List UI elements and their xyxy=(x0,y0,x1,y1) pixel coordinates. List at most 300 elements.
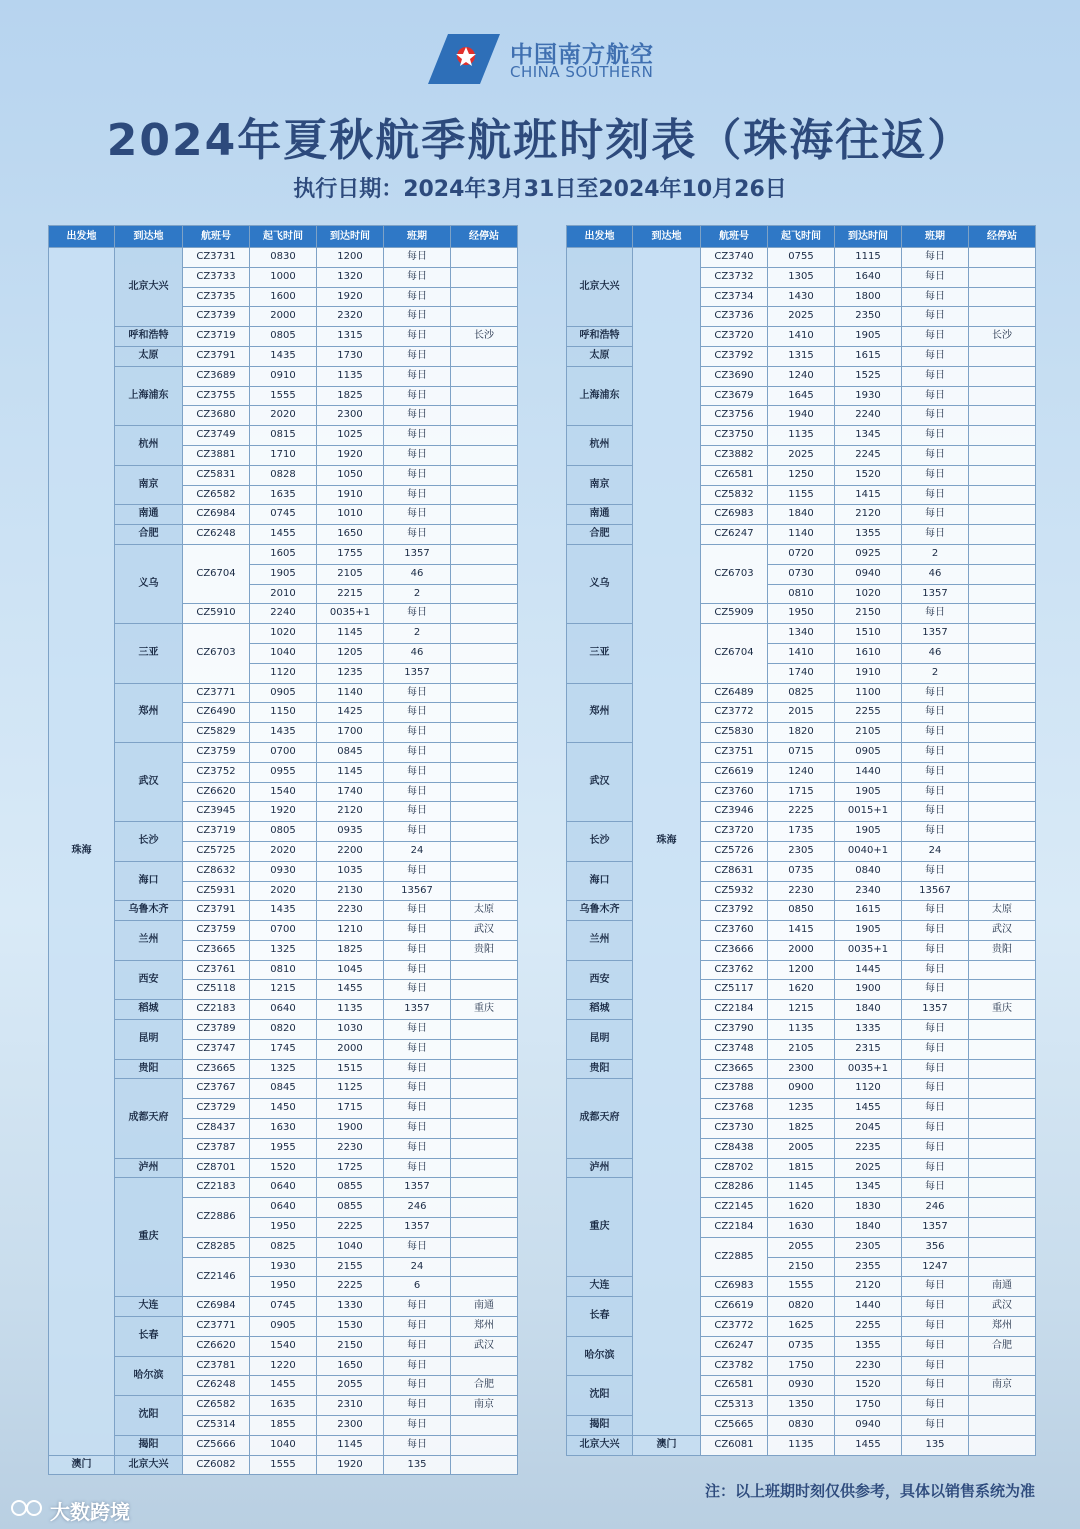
arrival-time-cell: 1530 xyxy=(317,1317,384,1337)
flight-number-cell: CZ6247 xyxy=(701,1336,768,1356)
stopover-cell xyxy=(451,723,518,743)
departure-time-cell: 1735 xyxy=(768,822,835,842)
stopover-cell: 重庆 xyxy=(451,1000,518,1020)
stopover-cell xyxy=(969,1257,1036,1277)
destination-cell: 重庆 xyxy=(115,1178,183,1297)
schedule-days-cell: 每日 xyxy=(384,1396,451,1416)
table-row xyxy=(49,1000,518,1020)
destination-cell: 揭阳 xyxy=(115,1435,183,1455)
departure-time-cell: 1955 xyxy=(250,1138,317,1158)
schedule-days-cell: 每日 xyxy=(384,1119,451,1139)
schedule-days-cell: 每日 xyxy=(384,1435,451,1455)
arrival-time-cell: 1910 xyxy=(317,485,384,505)
schedule-days-cell: 每日 xyxy=(902,1396,969,1416)
stopover-cell xyxy=(451,465,518,485)
schedule-days-cell: 每日 xyxy=(384,1099,451,1119)
flight-number-cell: CZ3782 xyxy=(701,1356,768,1376)
departure-time-cell: 1305 xyxy=(768,267,835,287)
departure-time-cell: 1120 xyxy=(250,663,317,683)
arrival-time-cell: 1035 xyxy=(317,861,384,881)
departure-time-cell: 1455 xyxy=(250,1376,317,1396)
flight-number-cell: CZ8437 xyxy=(183,1119,250,1139)
schedule-days-cell: 每日 xyxy=(384,861,451,881)
schedule-days-cell: 每日 xyxy=(902,921,969,941)
arrival-time-cell: 2320 xyxy=(317,307,384,327)
flight-number-cell: CZ5829 xyxy=(183,723,250,743)
arrival-time-cell: 1455 xyxy=(317,980,384,1000)
stopover-cell: 重庆 xyxy=(969,1000,1036,1020)
departure-time-cell: 1620 xyxy=(768,980,835,1000)
stopover-cell xyxy=(451,544,518,564)
arrival-time-cell: 1615 xyxy=(835,901,902,921)
schedule-days-cell: 每日 xyxy=(902,485,969,505)
origin-cell: 长春 xyxy=(567,1297,633,1337)
origin-cell: 重庆 xyxy=(567,1178,633,1277)
schedule-days-cell: 每日 xyxy=(902,406,969,426)
flight-number-cell: CZ3882 xyxy=(701,445,768,465)
departure-time-cell: 1520 xyxy=(250,1158,317,1178)
stopover-cell xyxy=(969,525,1036,545)
schedule-days-cell: 每日 xyxy=(384,267,451,287)
table-row xyxy=(49,822,518,842)
flight-number-cell: CZ3761 xyxy=(183,960,250,980)
flight-number-cell: CZ6619 xyxy=(701,1297,768,1317)
departure-time-cell: 1135 xyxy=(768,1020,835,1040)
destination-cell: 北京大兴 xyxy=(115,1455,183,1475)
stopover-cell: 合肥 xyxy=(451,1376,518,1396)
flight-number-cell: CZ8285 xyxy=(183,1237,250,1257)
arrival-time-cell: 0035+1 xyxy=(317,604,384,624)
departure-time-cell: 0730 xyxy=(768,564,835,584)
departure-time-cell: 1435 xyxy=(250,723,317,743)
arrival-time-cell: 1905 xyxy=(835,782,902,802)
stopover-cell xyxy=(451,1257,518,1277)
departure-time-cell: 0930 xyxy=(768,1376,835,1396)
watermark: 大数跨境 xyxy=(50,1500,130,1524)
arrival-time-cell: 0905 xyxy=(835,742,902,762)
stopover-cell: 武汉 xyxy=(969,1297,1036,1317)
stopover-cell xyxy=(451,1158,518,1178)
departure-time-cell: 0900 xyxy=(768,1079,835,1099)
flight-number-cell: CZ6582 xyxy=(183,485,250,505)
arrival-time-cell: 1235 xyxy=(317,663,384,683)
destination-cell: 兰州 xyxy=(115,921,183,961)
schedule-days-cell: 每日 xyxy=(902,1277,969,1297)
departure-time-cell: 1410 xyxy=(768,643,835,663)
stopover-cell xyxy=(451,267,518,287)
schedule-days-cell: 每日 xyxy=(902,960,969,980)
departure-time-cell: 1240 xyxy=(768,366,835,386)
flight-number-cell: CZ8632 xyxy=(183,861,250,881)
stopover-cell xyxy=(451,1020,518,1040)
stopover-cell: 南京 xyxy=(969,1376,1036,1396)
flight-number-cell: CZ6704 xyxy=(183,544,250,603)
stopover-cell xyxy=(451,643,518,663)
flight-number-cell: CZ6983 xyxy=(701,1277,768,1297)
table-row xyxy=(49,960,518,980)
schedule-days-cell: 每日 xyxy=(384,703,451,723)
stopover-cell: 太原 xyxy=(969,901,1036,921)
arrival-time-cell: 2245 xyxy=(835,445,902,465)
origin-cell: 珠海 xyxy=(49,248,115,1456)
destination-cell: 长春 xyxy=(115,1317,183,1357)
destination-cell: 合肥 xyxy=(115,525,183,545)
stopover-cell: 长沙 xyxy=(451,327,518,347)
departure-time-cell: 1635 xyxy=(250,1396,317,1416)
departure-time-cell: 1150 xyxy=(250,703,317,723)
flight-number-cell: CZ6704 xyxy=(701,624,768,683)
arrival-time-cell: 2350 xyxy=(835,307,902,327)
flight-number-cell: CZ8438 xyxy=(701,1138,768,1158)
destination-cell: 成都天府 xyxy=(115,1079,183,1158)
schedule-days-cell: 每日 xyxy=(902,287,969,307)
stopover-cell xyxy=(969,248,1036,268)
destination-cell: 稻城 xyxy=(115,1000,183,1020)
stopover-cell xyxy=(969,1416,1036,1436)
departure-time-cell: 1020 xyxy=(250,624,317,644)
arrival-time-cell: 1830 xyxy=(835,1198,902,1218)
kapok-tail-icon xyxy=(428,34,500,84)
schedule-days-cell: 每日 xyxy=(902,1178,969,1198)
arrival-time-cell: 2215 xyxy=(317,584,384,604)
schedule-days-cell: 46 xyxy=(384,643,451,663)
arrival-time-cell: 1050 xyxy=(317,465,384,485)
departure-time-cell: 2015 xyxy=(768,703,835,723)
arrival-time-cell: 1115 xyxy=(835,248,902,268)
stopover-cell xyxy=(451,881,518,901)
flight-number-cell: CZ6081 xyxy=(701,1435,768,1455)
arrival-time-cell: 2230 xyxy=(835,1356,902,1376)
flight-number-cell: CZ2183 xyxy=(183,1000,250,1020)
stopover-cell xyxy=(451,525,518,545)
departure-time-cell: 0640 xyxy=(250,1198,317,1218)
origin-cell: 义乌 xyxy=(567,544,633,623)
stopover-cell: 贵阳 xyxy=(969,940,1036,960)
schedule-days-cell: 每日 xyxy=(384,327,451,347)
departure-time-cell: 0640 xyxy=(250,1000,317,1020)
destination-cell: 南京 xyxy=(115,465,183,505)
origin-cell: 西安 xyxy=(567,960,633,1000)
flight-number-cell: CZ5909 xyxy=(701,604,768,624)
arrival-time-cell: 2150 xyxy=(835,604,902,624)
arrival-time-cell: 0935 xyxy=(317,822,384,842)
stopover-cell xyxy=(969,346,1036,366)
flight-number-cell: CZ3719 xyxy=(183,822,250,842)
origin-cell: 北京大兴 xyxy=(567,1435,633,1455)
flight-number-cell: CZ6703 xyxy=(183,624,250,683)
flight-number-cell: CZ5117 xyxy=(701,980,768,1000)
destination-cell: 沈阳 xyxy=(115,1396,183,1436)
schedule-days-cell: 每日 xyxy=(902,1099,969,1119)
schedule-days-cell: 每日 xyxy=(902,861,969,881)
departure-time-cell: 0820 xyxy=(250,1020,317,1040)
schedule-days-cell: 每日 xyxy=(902,248,969,268)
flight-number-cell: CZ3762 xyxy=(701,960,768,980)
stopover-cell xyxy=(451,1455,518,1475)
stopover-cell xyxy=(969,287,1036,307)
stopover-cell xyxy=(451,346,518,366)
schedule-days-cell: 每日 xyxy=(384,802,451,822)
arrival-time-cell: 1355 xyxy=(835,525,902,545)
column-header: 航班号 xyxy=(183,226,250,248)
inbound-timetable xyxy=(566,225,1036,1456)
schedule-days-cell: 每日 xyxy=(902,1336,969,1356)
flight-number-cell: CZ5830 xyxy=(701,723,768,743)
origin-cell: 南京 xyxy=(567,465,633,505)
stopover-cell xyxy=(451,703,518,723)
departure-time-cell: 0930 xyxy=(250,861,317,881)
stopover-cell xyxy=(451,1138,518,1158)
schedule-days-cell: 13567 xyxy=(384,881,451,901)
schedule-days-cell: 1357 xyxy=(384,544,451,564)
flight-number-cell: CZ2886 xyxy=(183,1198,250,1238)
arrival-time-cell: 1730 xyxy=(317,346,384,366)
origin-cell: 南通 xyxy=(567,505,633,525)
stopover-cell: 郑州 xyxy=(969,1317,1036,1337)
flight-number-cell: CZ6582 xyxy=(183,1396,250,1416)
departure-time-cell: 0850 xyxy=(768,901,835,921)
schedule-days-cell: 246 xyxy=(902,1198,969,1218)
origin-cell: 长沙 xyxy=(567,822,633,862)
flight-number-cell: CZ3881 xyxy=(183,445,250,465)
destination-cell: 北京大兴 xyxy=(115,248,183,327)
stopover-cell xyxy=(969,267,1036,287)
arrival-time-cell: 1320 xyxy=(317,267,384,287)
arrival-time-cell: 1920 xyxy=(317,287,384,307)
flight-number-cell: CZ2184 xyxy=(701,1000,768,1020)
schedule-days-cell: 每日 xyxy=(902,683,969,703)
arrival-time-cell: 1200 xyxy=(317,248,384,268)
schedule-days-cell: 每日 xyxy=(384,960,451,980)
schedule-days-cell: 每日 xyxy=(902,445,969,465)
schedule-days-cell: 每日 xyxy=(384,901,451,921)
arrival-time-cell: 1905 xyxy=(835,921,902,941)
arrival-time-cell: 2120 xyxy=(835,505,902,525)
schedule-days-cell: 每日 xyxy=(384,1317,451,1337)
departure-time-cell: 1715 xyxy=(768,782,835,802)
departure-time-cell: 1820 xyxy=(768,723,835,743)
stopover-cell xyxy=(451,604,518,624)
origin-cell: 成都天府 xyxy=(567,1079,633,1158)
schedule-days-cell: 每日 xyxy=(384,525,451,545)
flight-number-cell: CZ3768 xyxy=(701,1099,768,1119)
departure-time-cell: 1200 xyxy=(768,960,835,980)
schedule-days-cell: 24 xyxy=(902,841,969,861)
arrival-time-cell: 2255 xyxy=(835,1317,902,1337)
origin-cell: 兰州 xyxy=(567,921,633,961)
flight-number-cell: CZ3680 xyxy=(183,406,250,426)
page-title: 2024年夏秋航季航班时刻表（珠海往返） xyxy=(106,115,974,166)
flight-number-cell: CZ3736 xyxy=(701,307,768,327)
schedule-days-cell: 每日 xyxy=(902,307,969,327)
flight-number-cell: CZ3689 xyxy=(183,366,250,386)
schedule-days-cell: 每日 xyxy=(902,822,969,842)
stopover-cell xyxy=(969,1099,1036,1119)
destination-cell: 珠海 xyxy=(633,248,701,1436)
departure-time-cell: 1555 xyxy=(250,386,317,406)
departure-time-cell: 0700 xyxy=(250,742,317,762)
arrival-time-cell: 1445 xyxy=(835,960,902,980)
schedule-days-cell: 每日 xyxy=(384,762,451,782)
arrival-time-cell: 1840 xyxy=(835,1218,902,1238)
arrival-time-cell: 1210 xyxy=(317,921,384,941)
origin-cell: 武汉 xyxy=(567,742,633,821)
departure-time-cell: 1930 xyxy=(250,1257,317,1277)
destination-cell: 南通 xyxy=(115,505,183,525)
flight-number-cell: CZ8631 xyxy=(701,861,768,881)
schedule-days-cell: 每日 xyxy=(902,426,969,446)
table-row xyxy=(567,1435,1036,1455)
flight-number-cell: CZ2145 xyxy=(701,1198,768,1218)
stopover-cell xyxy=(451,426,518,446)
stopover-cell xyxy=(451,1416,518,1436)
origin-cell: 揭阳 xyxy=(567,1416,633,1436)
schedule-days-cell: 每日 xyxy=(384,1336,451,1356)
stopover-cell xyxy=(451,980,518,1000)
departure-time-cell: 1220 xyxy=(250,1356,317,1376)
stopover-cell xyxy=(969,624,1036,644)
schedule-days-cell: 每日 xyxy=(384,1059,451,1079)
stopover-cell: 贵阳 xyxy=(451,940,518,960)
flight-number-cell: CZ3732 xyxy=(701,267,768,287)
stopover-cell xyxy=(969,1178,1036,1198)
departure-time-cell: 1645 xyxy=(768,386,835,406)
table-row xyxy=(49,1158,518,1178)
departure-time-cell: 1215 xyxy=(250,980,317,1000)
schedule-days-cell: 每日 xyxy=(384,505,451,525)
departure-time-cell: 2020 xyxy=(250,881,317,901)
destination-cell: 乌鲁木齐 xyxy=(115,901,183,921)
schedule-days-cell: 每日 xyxy=(384,1297,451,1317)
schedule-days-cell: 每日 xyxy=(902,901,969,921)
arrival-time-cell: 1345 xyxy=(835,426,902,446)
stopover-cell xyxy=(451,822,518,842)
effective-dates: 执行日期：2024年3月31日至2024年10月26日 xyxy=(293,177,787,202)
stopover-cell xyxy=(969,841,1036,861)
table-row xyxy=(49,248,518,268)
departure-time-cell: 1315 xyxy=(768,346,835,366)
departure-time-cell: 2055 xyxy=(768,1237,835,1257)
flight-number-cell: CZ3788 xyxy=(701,1079,768,1099)
arrival-time-cell: 1520 xyxy=(835,465,902,485)
flight-number-cell: CZ3730 xyxy=(701,1119,768,1139)
departure-time-cell: 1340 xyxy=(768,624,835,644)
schedule-days-cell: 每日 xyxy=(384,1356,451,1376)
stopover-cell xyxy=(451,1178,518,1198)
departure-time-cell: 1950 xyxy=(768,604,835,624)
stopover-cell xyxy=(451,287,518,307)
column-header: 班期 xyxy=(902,226,969,248)
arrival-time-cell: 2305 xyxy=(835,1237,902,1257)
stopover-cell: 武汉 xyxy=(451,1336,518,1356)
arrival-time-cell: 1335 xyxy=(835,1020,902,1040)
arrival-time-cell: 0840 xyxy=(835,861,902,881)
stopover-cell xyxy=(969,584,1036,604)
schedule-days-cell: 每日 xyxy=(384,822,451,842)
departure-time-cell: 0910 xyxy=(250,366,317,386)
arrival-time-cell: 0940 xyxy=(835,564,902,584)
departure-time-cell: 2025 xyxy=(768,445,835,465)
arrival-time-cell: 2225 xyxy=(317,1277,384,1297)
arrival-time-cell: 1800 xyxy=(835,287,902,307)
schedule-days-cell: 1357 xyxy=(384,1178,451,1198)
arrival-time-cell: 2155 xyxy=(317,1257,384,1277)
flight-number-cell: CZ5725 xyxy=(183,841,250,861)
schedule-days-cell: 每日 xyxy=(384,604,451,624)
arrival-time-cell: 2255 xyxy=(835,703,902,723)
arrival-time-cell: 1520 xyxy=(835,1376,902,1396)
arrival-time-cell: 0040+1 xyxy=(835,841,902,861)
table-row xyxy=(49,366,518,386)
arrival-time-cell: 1135 xyxy=(317,366,384,386)
flight-number-cell: CZ3792 xyxy=(701,346,768,366)
flight-number-cell: CZ3772 xyxy=(701,703,768,723)
arrival-time-cell: 1025 xyxy=(317,426,384,446)
flight-number-cell: CZ3665 xyxy=(183,940,250,960)
departure-time-cell: 1710 xyxy=(250,445,317,465)
schedule-days-cell: 每日 xyxy=(902,703,969,723)
departure-time-cell: 1350 xyxy=(768,1396,835,1416)
arrival-time-cell: 2355 xyxy=(835,1257,902,1277)
origin-cell: 杭州 xyxy=(567,426,633,466)
column-header: 到达时间 xyxy=(317,226,384,248)
flight-number-cell: CZ3747 xyxy=(183,1039,250,1059)
flight-number-cell: CZ6581 xyxy=(701,1376,768,1396)
schedule-days-cell: 每日 xyxy=(902,1297,969,1317)
arrival-time-cell: 1615 xyxy=(835,346,902,366)
origin-cell: 北京大兴 xyxy=(567,248,633,327)
arrival-time-cell: 2120 xyxy=(835,1277,902,1297)
column-header: 班期 xyxy=(384,226,451,248)
arrival-time-cell: 1920 xyxy=(317,1455,384,1475)
destination-cell: 泸州 xyxy=(115,1158,183,1178)
stopover-cell xyxy=(969,1237,1036,1257)
arrival-time-cell: 1825 xyxy=(317,386,384,406)
table-row xyxy=(49,921,518,941)
flight-number-cell: CZ6248 xyxy=(183,525,250,545)
flight-number-cell: CZ3945 xyxy=(183,802,250,822)
schedule-days-cell: 2 xyxy=(902,544,969,564)
stopover-cell: 南京 xyxy=(451,1396,518,1416)
column-header: 航班号 xyxy=(701,226,768,248)
flight-number-cell: CZ5910 xyxy=(183,604,250,624)
schedule-days-cell: 每日 xyxy=(902,505,969,525)
departure-time-cell: 1135 xyxy=(768,426,835,446)
schedule-days-cell: 每日 xyxy=(384,426,451,446)
stopover-cell xyxy=(451,564,518,584)
stopover-cell xyxy=(969,1119,1036,1139)
table-row xyxy=(49,1297,518,1317)
schedule-days-cell: 每日 xyxy=(384,1376,451,1396)
origin-cell: 郑州 xyxy=(567,683,633,742)
table-row xyxy=(49,1079,518,1099)
schedule-days-cell: 1357 xyxy=(902,1218,969,1238)
flight-number-cell: CZ6247 xyxy=(701,525,768,545)
arrival-time-cell: 1145 xyxy=(317,624,384,644)
arrival-time-cell: 1750 xyxy=(835,1396,902,1416)
schedule-days-cell: 每日 xyxy=(384,406,451,426)
table-row xyxy=(49,1455,518,1475)
arrival-time-cell: 1440 xyxy=(835,762,902,782)
schedule-days-cell: 每日 xyxy=(902,1020,969,1040)
flight-number-cell: CZ6983 xyxy=(701,505,768,525)
departure-time-cell: 2240 xyxy=(250,604,317,624)
flight-number-cell: CZ5932 xyxy=(701,881,768,901)
stopover-cell: 武汉 xyxy=(969,921,1036,941)
departure-time-cell: 0720 xyxy=(768,544,835,564)
departure-time-cell: 0955 xyxy=(250,762,317,782)
table-row xyxy=(49,1396,518,1416)
